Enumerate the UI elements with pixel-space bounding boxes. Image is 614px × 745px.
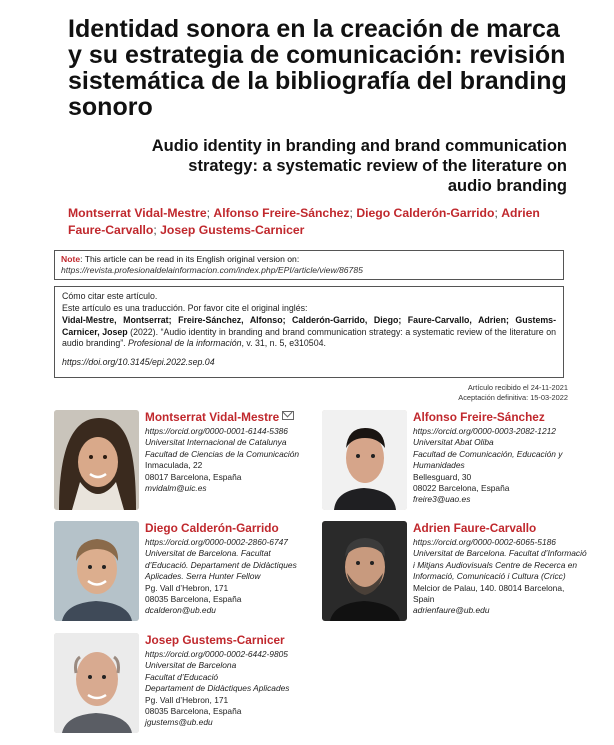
author-profile — [145, 410, 320, 494]
citation-journal: Profesional de la información — [128, 338, 242, 348]
orcid-link[interactable]: https://orcid.org/0000-0002-6442-9805 — [145, 649, 288, 659]
author-name: Diego Calderón-Garrido — [356, 206, 495, 220]
article-title-english: Audio identity in branding and brand communication strategy: a systematic review of the literature on audio branding — [151, 137, 567, 195]
article-title-spanish: Identidad sonora en la creación de marca y su estrategia de comunicación: revisión sistemática de la bibliografía del branding sonoro — [68, 15, 567, 121]
affiliation: Universitat Internacional de Catalunya — [145, 437, 287, 448]
faculty: Facultad de Ciencias de la Comunicación — [145, 448, 300, 459]
orcid-link[interactable]: https://orcid.org/0000-0001-6144-5386 — [145, 426, 288, 436]
author-name: Josep Gustems-Carnicer — [160, 223, 305, 237]
citation-heading: Cómo citar este artículo. — [62, 291, 158, 301]
affiliation: Universitat Abat Oliba — [413, 437, 494, 448]
citation-authors: Vidal-Mestre, Montserrat; Freire-Sánchez, Alfonso; Calderón-Garrido, Diego; Faure-Carvallo, Adrien; Gustems-Carnicer, Josep — [62, 315, 556, 337]
note-label: Note — [61, 254, 81, 264]
orcid-link[interactable]: https://orcid.org/0000-0002-6065-5186 — [413, 537, 556, 547]
doi-link[interactable]: https://doi.org/10.3145/epi.2022.sep.04 — [62, 356, 215, 367]
citation-volume: , v. 31, n. 5, e310504. — [241, 338, 326, 348]
accepted-date: Aceptación definitiva: 15-03-2022 — [458, 393, 568, 402]
email-link[interactable]: freire3@uao.es — [413, 494, 471, 505]
street-address: Pg. Vall d’Hebron, 171 — [145, 694, 229, 705]
author-profile — [413, 521, 588, 617]
envelope-icon[interactable] — [282, 411, 294, 420]
affiliation: Universitat de Barcelona. Facultat d’Educació. Departament de Didàctiques Aplicades. Serra Hunter Fellow — [145, 548, 297, 582]
author-photo — [322, 410, 407, 510]
author-profile — [413, 410, 588, 506]
translation-note — [54, 250, 564, 280]
city: 08035 Barcelona, España — [145, 706, 242, 717]
author-list: Montserrat Vidal-Mestre; Alfonso Freire-Sánchez; Diego Calderón-Garrido; Adrien Faure-Carvallo; Josep Gustems-Carnicer — [68, 206, 540, 237]
email-link[interactable]: mvidalm@uic.es — [145, 483, 207, 494]
portrait-man-beard — [322, 521, 407, 621]
author-photo — [54, 410, 139, 510]
original-version-link[interactable]: https://revista.profesionaldelainformacion.com/index.php/EPI/article/view/86785 — [61, 265, 363, 275]
received-date: Artículo recibido el 24-11-2021 — [467, 383, 568, 392]
author-name: Alfonso Freire-Sánchez — [213, 206, 350, 220]
street-address: Inmaculada, 22 — [145, 460, 203, 471]
author-profile — [145, 633, 315, 729]
profile-name: Alfonso Freire-Sánchez — [413, 410, 545, 424]
portrait-man-short-hair — [322, 410, 407, 510]
city: 08035 Barcelona, España — [145, 594, 242, 605]
profile-name: Montserrat Vidal-Mestre — [145, 410, 320, 424]
faculty: Facultad de Comunicación, Educación y Humanidades — [413, 448, 563, 471]
email-link[interactable]: adrienfaure@ub.edu — [413, 605, 490, 616]
author-photo — [322, 521, 407, 621]
profile-name: Josep Gustems-Carnicer — [145, 633, 285, 647]
author-photo — [54, 521, 139, 621]
email-link[interactable]: dcalderon@ub.edu — [145, 605, 216, 616]
citation-reference — [62, 315, 556, 350]
email-link[interactable]: jgustems@ub.edu — [145, 717, 213, 728]
affiliation: Universitat de Barcelona — [145, 660, 237, 671]
faculty: Facultat d’Educació — [145, 671, 219, 682]
profile-name: Adrien Faure-Carvallo — [413, 521, 537, 535]
portrait-man-smiling — [54, 521, 139, 621]
author-name: Adrien Faure-Carvallo — [68, 206, 540, 237]
citation-instruction: Este artículo es una traducción. Por favor cite el original inglés: — [62, 302, 308, 313]
street-address: Bellesguard, 30 — [413, 471, 472, 482]
portrait-woman-curly-hair — [54, 410, 139, 510]
author-photo — [54, 633, 139, 733]
orcid-link[interactable]: https://orcid.org/0000-0002-2860-6747 — [145, 537, 288, 547]
city: 08017 Barcelona, España — [145, 471, 242, 482]
author-profile — [145, 521, 315, 617]
portrait-man-bald — [54, 633, 139, 733]
citation-box — [54, 286, 564, 378]
note-text: : This article can be read in its English original version on: — [80, 254, 300, 264]
street-address: Pg. Vall d’Hebron, 171 — [145, 582, 229, 593]
profile-name: Diego Calderón-Garrido — [145, 521, 279, 535]
author-name: Montserrat Vidal-Mestre — [68, 206, 207, 220]
citation-title: (2022). “Audio identity in branding and brand communication strategy: a systematic review of the literature on audio branding”. — [62, 326, 556, 348]
orcid-link[interactable]: https://orcid.org/0000-0003-2082-1212 — [413, 426, 556, 436]
article-dates — [458, 383, 568, 403]
department: Departament de Didàctiques Aplicades — [145, 683, 290, 694]
street-address: Melcior de Palau, 140. 08014 Barcelona, Spain — [413, 582, 565, 605]
city: 08022 Barcelona, España — [413, 483, 510, 494]
affiliation: Universitat de Barcelona. Facultat d’Informació i Mitjans Audiovisuals Centre de Recerca en Informació, Comunicació i Cultura (Cricc) — [413, 548, 587, 582]
